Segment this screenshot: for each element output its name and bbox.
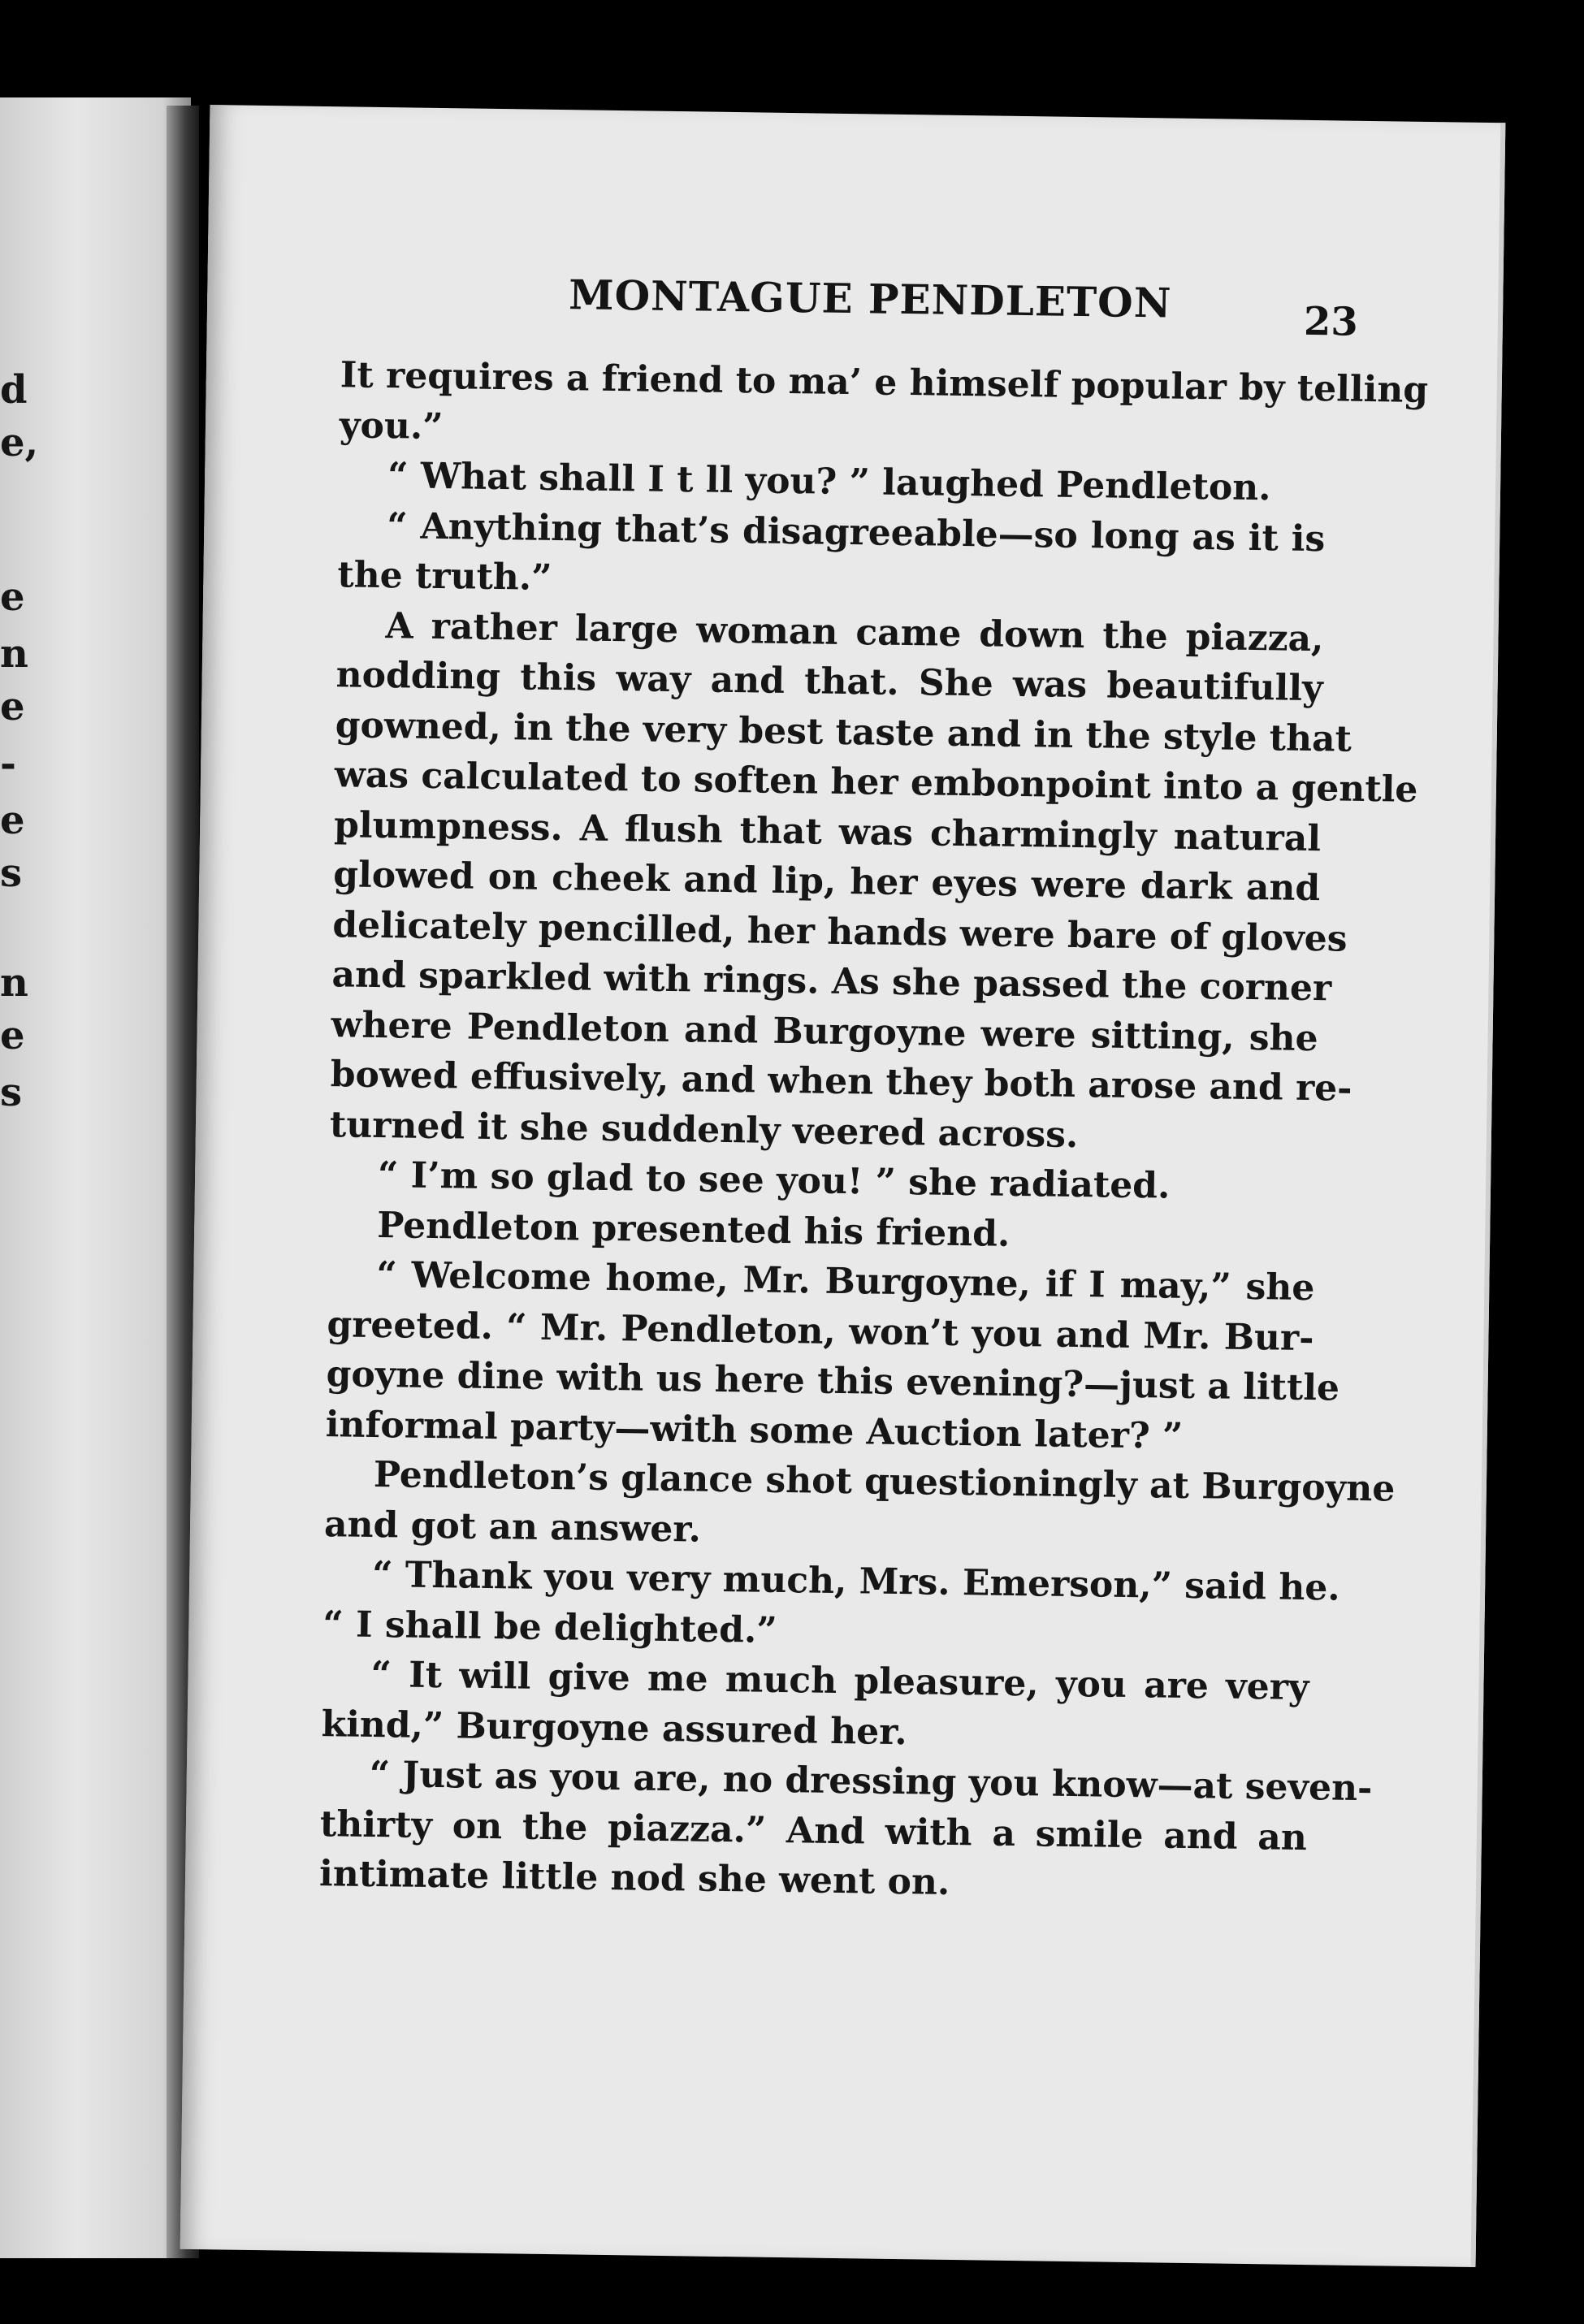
text-line: Pendleton presented his friend. <box>376 1204 1011 1255</box>
previous-page-letter: n <box>0 960 28 1006</box>
text-line: “ Welcome home, Mr. Burgoyne, if I may,” she <box>376 1253 1315 1309</box>
book-page <box>180 105 1506 2267</box>
running-head: MONTAGUE PENDLETON <box>568 270 1172 327</box>
text-line: was calculated to soften her embonpoint into a gentle <box>334 754 1418 811</box>
page-edge <box>1470 123 1505 2267</box>
text-line: Pendleton’s glance shot questioningly at Burgoyne <box>373 1453 1396 1510</box>
text-line: you.” <box>339 404 444 448</box>
previous-page-letter: e <box>0 684 25 729</box>
previous-page-letter: e <box>0 574 25 620</box>
text-line: “ I’m so glad to see you! ” she radiated. <box>377 1154 1171 1207</box>
text-line: plumpness. A flush that was charmingly natural <box>333 803 1322 859</box>
page-number: 23 <box>1303 298 1359 345</box>
text-line: “ Just as you are, no dressing you know—at seven- <box>369 1753 1373 1810</box>
previous-page-letter: s <box>0 1070 23 1115</box>
text-line: thirty on the piazza.” And with a smile and an <box>319 1803 1308 1859</box>
text-line: where Pendleton and Burgoyne were sitting, she <box>331 1003 1318 1059</box>
text-line: the truth.” <box>337 554 552 599</box>
text-line: glowed on cheek and lip, her eyes were dark and <box>332 854 1321 910</box>
text-line: “ Thank you very much, Mrs. Emerson,” said he. <box>371 1553 1340 1609</box>
previous-page-letter: - <box>0 741 16 786</box>
text-line: A rather large woman came down the piazza, <box>385 604 1324 660</box>
text-line: It requires a friend to ma’ e himself popular by telling <box>340 354 1429 411</box>
previous-page-letter: e, <box>0 420 39 465</box>
text-line: greeted. “ Mr. Pendleton, won’t you and Mr. Bur- <box>327 1303 1314 1359</box>
text-line: “ It will give me much pleasure, you are very <box>370 1653 1309 1709</box>
text-line: “ What shall I t ll you? ” laughed Pendleton. <box>387 455 1271 509</box>
previous-page-letter: d <box>0 367 28 413</box>
previous-page <box>0 97 191 2258</box>
text-line: informal party—with some Auction later? ” <box>325 1403 1184 1457</box>
previous-page-text <box>0 97 49 2258</box>
text-line: kind,” Burgoyne assured her. <box>321 1703 907 1753</box>
previous-page-letter: n <box>0 631 28 677</box>
text-line: nodding this way and that. She was beautifully <box>335 654 1323 710</box>
text-line: and got an answer. <box>323 1503 702 1551</box>
text-line: delicately pencilled, her hands were bare of gloves <box>332 903 1348 960</box>
text-line: turned it she suddenly veered across. <box>329 1103 1079 1156</box>
previous-page-letter: s <box>0 850 23 896</box>
text-line: gowned, in the very best taste and in the style that <box>335 703 1352 760</box>
previous-page-letter: e <box>0 1013 25 1058</box>
text-line: intimate little nod she went on. <box>318 1853 950 1903</box>
body-text <box>318 350 1429 1912</box>
text-line: “ I shall be delighted.” <box>322 1603 777 1651</box>
text-line: bowed effusively, and when they both arose and re- <box>330 1054 1352 1110</box>
previous-page-letter: e <box>0 798 25 843</box>
text-line: and sparkled with rings. As she passed the corner <box>331 954 1332 1010</box>
text-line: “ Anything that’s disagreeable—so long as it is <box>386 504 1326 560</box>
text-line: goyne dine with us here this evening?—just a little <box>326 1353 1340 1409</box>
